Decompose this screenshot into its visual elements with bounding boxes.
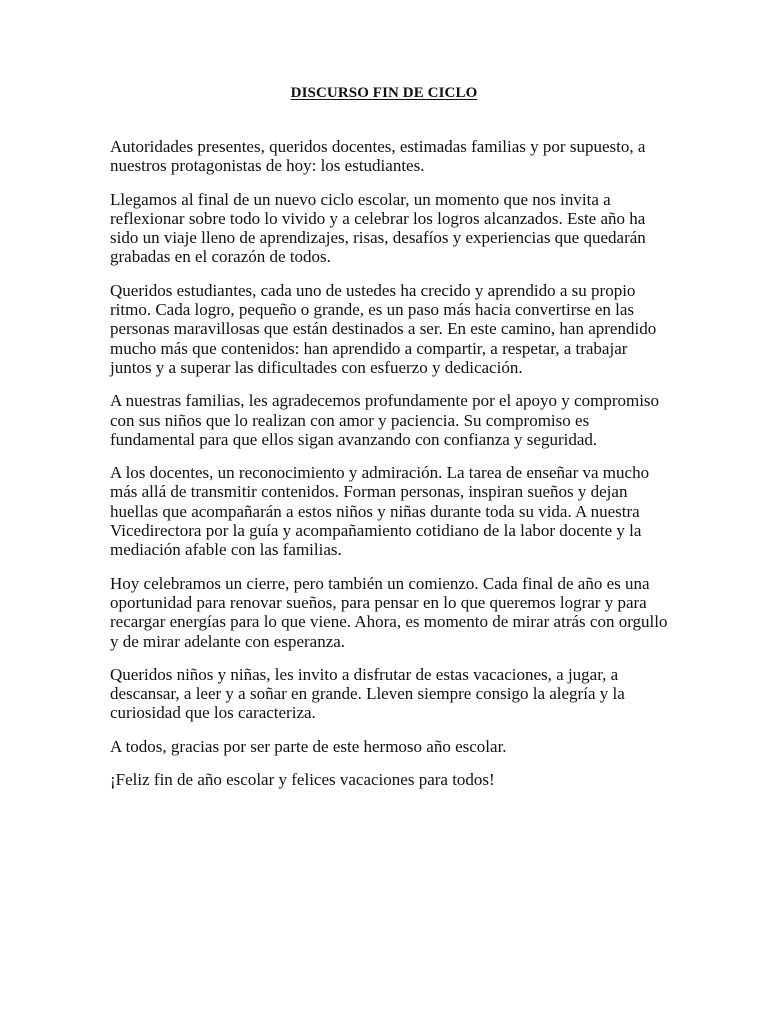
paragraph-farewell: ¡Feliz fin de año escolar y felices vacaciones para todos! <box>110 770 495 790</box>
paragraph-end-of-cycle: Llegamos al final de un nuevo ciclo escolar, un momento que nos invita a reflexionar sobre todo lo vivido y a celebrar los logros alcanzados. Este año ha sido un viaje lleno de aprendizajes, risas, desafíos y experiencias que quedarán grabadas en el corazón de todos. <box>110 189 646 267</box>
paragraph-families: A nuestras familias, les agradecemos profundamente por el apoyo y compromiso con sus niños que lo realizan con amor y paciencia. Su compromiso es fundamental para que ellos sigan avanzando con confianza y seguridad. <box>110 391 660 449</box>
paragraph-teachers: A los docentes, un reconocimiento y admiración. La tarea de enseñar va mucho más allá de transmitir contenidos. Forman personas, inspiran sueños y dejan huellas que acompañarán a estos niños y niñas durante toda su vida. A nuestra Vicedirectora por la guía y acompañamiento cotidiano de la labor docente y la mediación afable con las familias. <box>110 463 650 560</box>
paragraph-thanks: A todos, gracias por ser parte de este hermoso año escolar. <box>110 736 507 756</box>
paragraph-students: Queridos estudiantes, cada uno de ustedes ha crecido y aprendido a su propio ritmo. Cada logro, pequeño o grande, es un paso más hacia convertirse en las personas maravillosas que están destinados a ser. En este camino, han aprendido mucho más que contenidos: han aprendido a compartir, a respetar, a trabajar juntos y a superar las dificultades con esfuerzo y dedicación. <box>110 280 657 377</box>
document-title: DISCURSO FIN DE CICLO <box>290 85 478 101</box>
paragraph-children: Queridos niños y niñas, les invito a disfrutar de estas vacaciones, a jugar, a descansar, a leer y a soñar en grande. Lleven siempre consigo la alegría y la curiosidad que los caracteriza. <box>110 664 625 723</box>
paragraph-greeting: Autoridades presentes, queridos docentes, estimadas familias y por supuesto, a nuestros protagonistas de hoy: los estudiantes. <box>110 137 646 176</box>
document-body <box>110 137 670 803</box>
paragraph-closing-and-beginning: Hoy celebramos un cierre, pero también un comienzo. Cada final de año es una oportunidad para renovar sueños, para pensar en lo que queremos lograr y para recargar energías para lo que viene. Ahora, es momento de mirar atrás con orgullo y de mirar adelante con esperanza. <box>110 573 668 651</box>
